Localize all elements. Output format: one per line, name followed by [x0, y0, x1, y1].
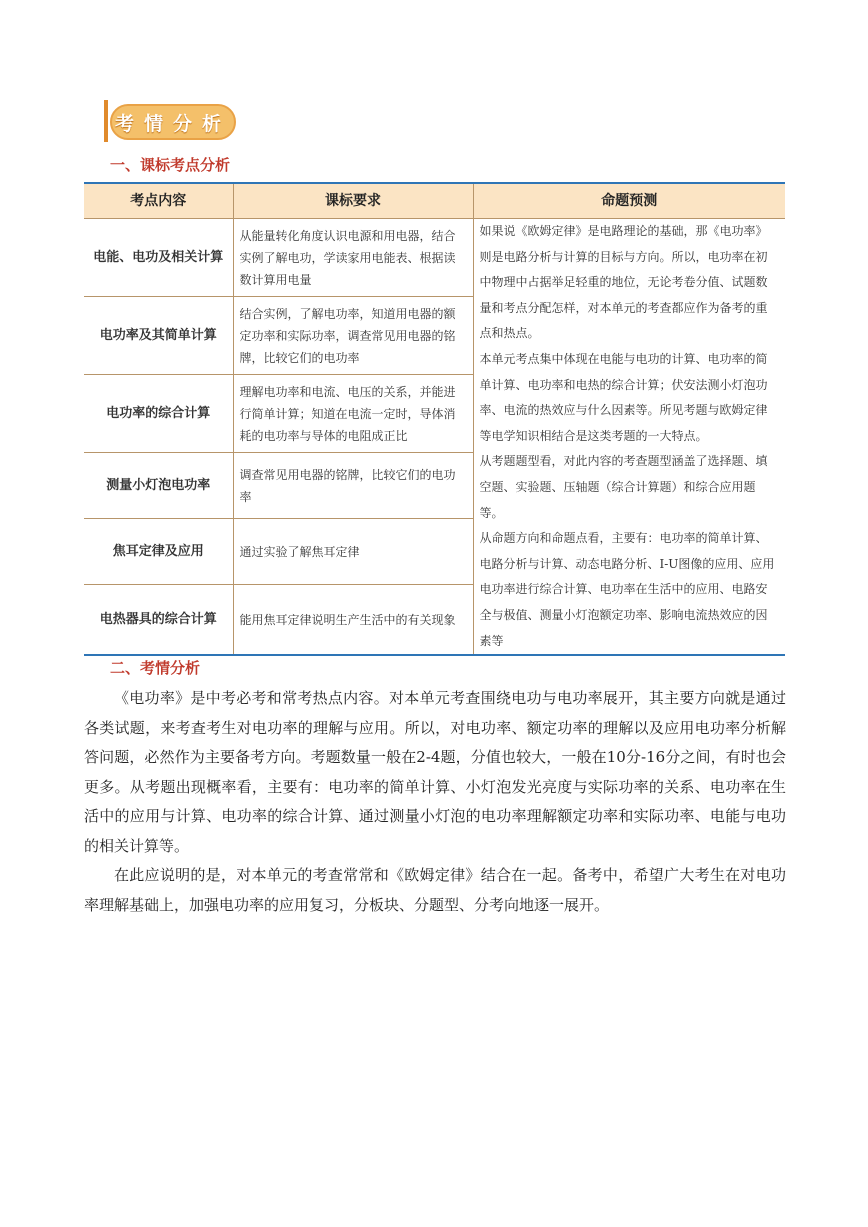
requirement-cell: 能用焦耳定律说明生产生活中的有关现象	[233, 585, 473, 655]
topic-cell: 电能、电功及相关计算	[84, 219, 233, 297]
prediction-paragraph: 从命题方向和命题点看，主要有：电功率的简单计算、电路分析与计算、动态电路分析、I-U图像的应用、应用电功率进行综合计算、电功率在生活中的应用、电路安全与极值、测量小灯泡额定功率、影响电流热效应的因素等	[479, 531, 775, 648]
requirement-cell: 理解电功率和电流、电压的关系，并能进行简单计算；知道在电流一定时，导体消耗的电功率与导体的电阻成正比	[233, 375, 473, 453]
requirement-cell: 调查常见用电器的铭牌，比较它们的电功率	[233, 453, 473, 519]
badge-label: 考情分析	[110, 104, 236, 140]
analysis-body	[84, 684, 786, 920]
topic-cell: 焦耳定律及应用	[84, 519, 233, 585]
prediction-cell	[473, 219, 785, 656]
analysis-paragraph: 《电功率》是中考必考和常考热点内容。对本单元考查围绕电功与电功率展开，其主要方向就是通过各类试题，来考查考生对电功率的理解与应用。所以，对电功率、额定功率的理解以及应用电功率分析解答问题，必然作为主要备考方向。考题数量一般在2-4题，分值也较大，一般在10分-16分之间，有时也会更多。从考题出现概率看，主要有：电功率的简单计算、小灯泡发光亮度与实际功率的关系、电功率在生活中的应用与计算、电功率的综合计算、通过测量小灯泡的电功率理解额定功率和实际功率、电能与电功的相关计算等。	[84, 689, 786, 855]
analysis-paragraph: 在此应说明的是，对本单元的考查常常和《欧姆定律》结合在一起。备考中，希望广大考生在对电功率理解基础上，加强电功率的应用复习，分板块、分题型、分考向地逐一展开。	[84, 866, 786, 914]
requirement-cell: 结合实例，了解电功率，知道用电器的额定功率和实际功率，调查常见用电器的铭牌，比较它们的电功率	[233, 297, 473, 375]
section2-title: 二、考情分析	[110, 659, 201, 677]
prediction-paragraph: 如果说《欧姆定律》是电路理论的基础，那《电功率》则是电路分析与计算的目标与方向。所以，电功率在初中物理中占据举足轻重的地位，无论考卷分值、试题数量和考点分配怎样，对本单元的考查都应作为备考的重点和热点。	[479, 224, 768, 341]
section1-title: 一、课标考点分析	[110, 156, 231, 174]
badge-bar	[104, 100, 108, 142]
header-requirement: 课标要求	[233, 183, 473, 219]
topic-cell: 电热器具的综合计算	[84, 585, 233, 655]
exam-points-table	[84, 182, 785, 656]
prediction-paragraph: 本单元考点集中体现在电能与电功的计算、电功率的简单计算、电功率和电热的综合计算；伏安法测小灯泡功率、电流的热效应与什么因素等。所见考题与欧姆定律等电学知识相结合是这类考题的一大特点。	[479, 351, 768, 443]
topic-cell: 测量小灯泡电功率	[84, 453, 233, 519]
prediction-paragraph: 从考题题型看，对此内容的考查题型涵盖了选择题、填空题、实验题、压轴题（综合计算题）和综合应用题等。	[479, 454, 768, 520]
requirement-cell: 通过实验了解焦耳定律	[233, 519, 473, 585]
section-badge	[104, 100, 232, 142]
header-prediction: 命题预测	[473, 183, 785, 219]
header-topic: 考点内容	[84, 183, 233, 219]
topic-cell: 电功率及其简单计算	[84, 297, 233, 375]
requirement-cell: 从能量转化角度认识电源和用电器，结合实例了解电功，学读家用电能表、根据读数计算用电量	[233, 219, 473, 297]
topic-cell: 电功率的综合计算	[84, 375, 233, 453]
